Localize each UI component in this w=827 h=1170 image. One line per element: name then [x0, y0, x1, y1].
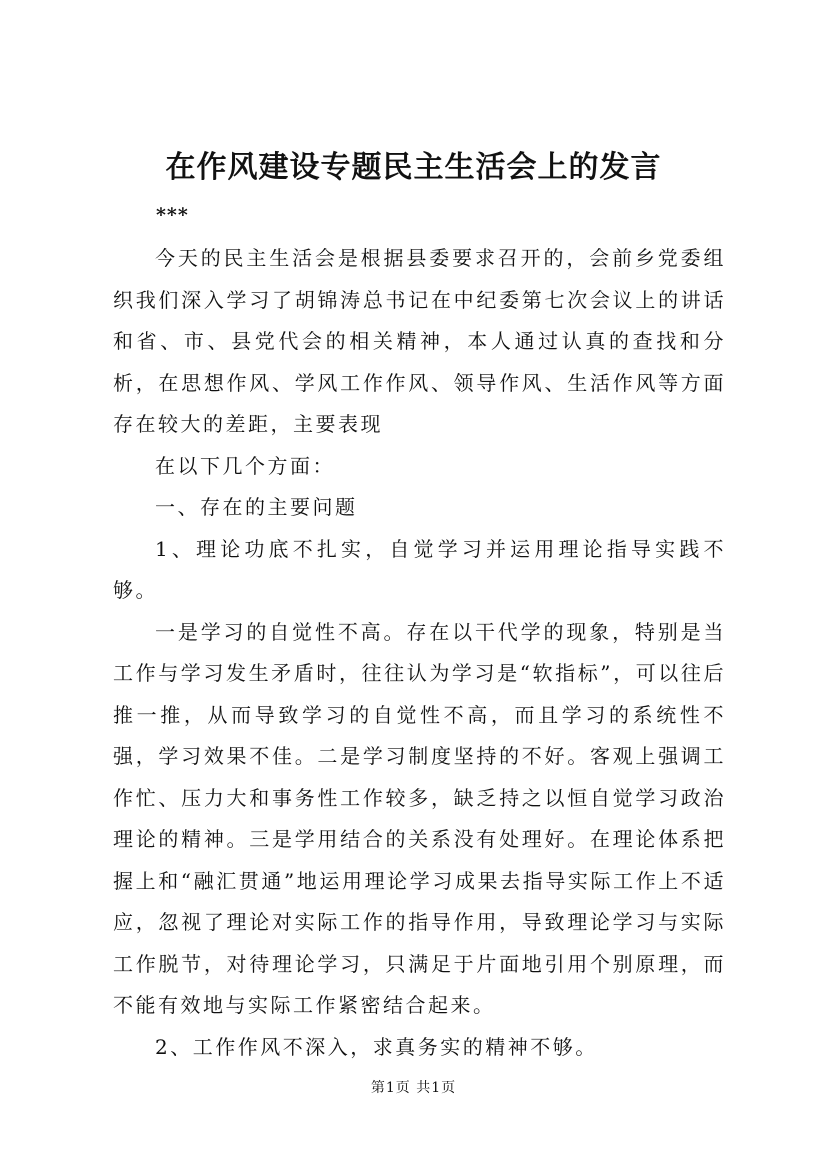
paragraph-intro: 今天的民主生活会是根据县委要求召开的，会前乡党委组织我们深入学习了胡锦涛总书记在中纪委第七次会议上的讲话和省、市、县党代会的相关精神，本人通过认真的查找和分析，在思想作风、学风工作作风、领导作风、生活作风等方面存在较大的差距，主要表现	[113, 246, 726, 436]
subheading-work-style: 2、工作作风不深入，求真务实的精神不够。	[155, 1034, 598, 1059]
paragraph-theory-detail: 一是学习的自觉性不高。存在以干代学的现象，特别是当工作与学习发生矛盾时，往往认为学习是“软指标”，可以往后推一推，从而导致学习的自觉性不高，而且学习的系统性不强，学习效果不佳。二是学习制度坚持的不好。客观上强调工作忙、压力大和事务性工作较多，缺乏持之以恒自觉学习政治理论的精神。三是学用结合的关系没有处理好。在理论体系把握上和“融汇贯通”地运用理论学习成果去指导实际工作上不适应，忽视了理论对实际工作的指导作用，导致理论学习与实际工作脱节，对待理论学习，只满足于片面地引用个别原理，而不能有效地与实际工作紧密结合起来。	[113, 619, 726, 1017]
page-footer: 第1页 共1页	[370, 1080, 457, 1096]
section-heading-problems: 一、存在的主要问题	[155, 495, 358, 519]
subheading-theory: 1、理论功底不扎实，自觉学习并运用理论指导实践不够。	[113, 536, 726, 602]
paragraph-aspects: 在以下几个方面：	[155, 453, 335, 478]
document-title: 在作风建设专题民主生活会上的发言	[165, 150, 662, 185]
document-body	[113, 238, 726, 1068]
author-line: ***	[156, 204, 189, 226]
